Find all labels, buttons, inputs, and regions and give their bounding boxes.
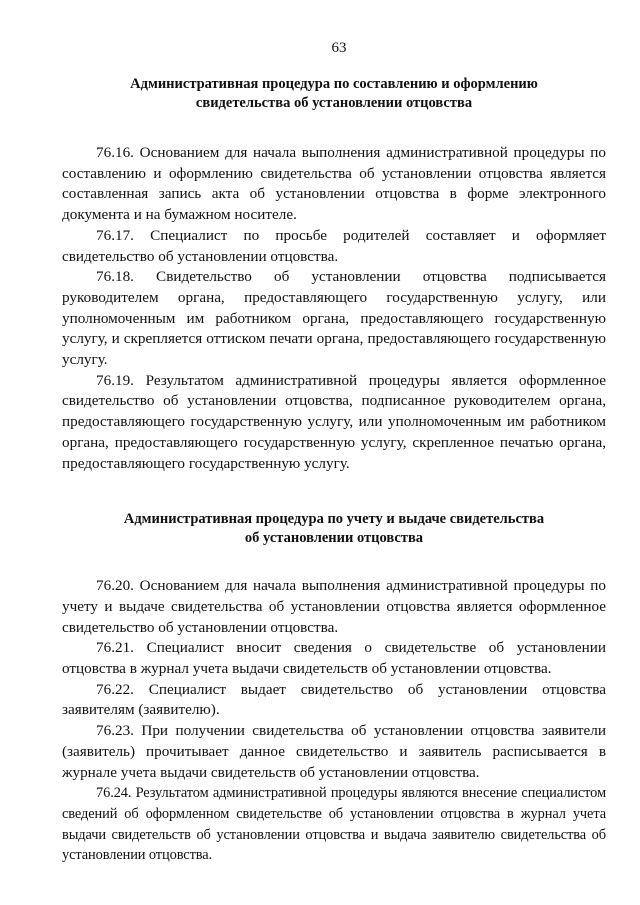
page-number: 63	[331, 40, 347, 56]
section-title-certificate-preparation	[62, 75, 606, 113]
paragraph-76-21: 76.21. Специалист вносит сведения о свидетельстве об установлении отцовства в журнал учета выдачи свидетельств об установлении отцовства.	[62, 639, 606, 678]
section-title-line: свидетельства об установлении отцовства	[195, 95, 473, 111]
paragraph-76-23: 76.23. При получении свидетельства об установлении отцовства заявители (заявитель) прочитывает данное свидетельство и заявитель расписывается в журнале учета выдачи свидетельств об установлении отцовства.	[62, 722, 606, 781]
section-title-line: Административная процедура по составлению и оформлению	[130, 76, 538, 92]
paragraph-76-24: 76.24. Результатом административной процедуры являются внесение специалистом сведений об оформленном свидетельстве об установлении отцовства в журнал учета выдачи свидетельств об установлении отцовства и выдача заявителю свидетельства об установлении отцовства.	[62, 785, 606, 864]
paragraph-76-22: 76.22. Специалист выдает свидетельство об установлении отцовства заявителям (заявителю).	[62, 680, 606, 719]
paragraph-76-17: 76.17. Специалист по просьбе родителей составляет и оформляет свидетельство об установлении отцовства.	[62, 226, 606, 265]
section-title-line: Административная процедура по учету и выдаче свидетельства	[123, 511, 545, 528]
paragraph-76-20: 76.20. Основанием для начала выполнения административной процедуры по учету и выдаче свидетельства об установлении отцовства является оформленное свидетельство об установлении отцовства.	[62, 577, 606, 636]
paragraph-76-19: 76.19. Результатом административной процедуры является оформленное свидетельство об установлении отцовства, подписанное руководителем органа, предоставляющего государственную услугу, или уполномоченным им работником органа, предоставляющего государственную услугу, скрепленное печатью органа, предоставляющего государственную услугу.	[62, 371, 606, 472]
section-title-certificate-issuance	[62, 510, 606, 548]
paragraph-76-16: 76.16. Основанием для начала выполнения административной процедуры по составлению и оформлению свидетельства об установлении отцовства является составленная запись акта об установлении отцовства в форме электронного документа и на бумажном носителе.	[62, 144, 606, 224]
paragraph-76-18: 76.18. Свидетельство об установлении отцовства подписывается руководителем органа, предоставляющего государственную услугу, или уполномоченным им работником органа, предоставляющего государственную услугу, и скрепляется оттиском печати органа, предоставляющего государственную услугу.	[62, 268, 606, 369]
section-title-line: об установлении отцовства	[244, 530, 424, 547]
